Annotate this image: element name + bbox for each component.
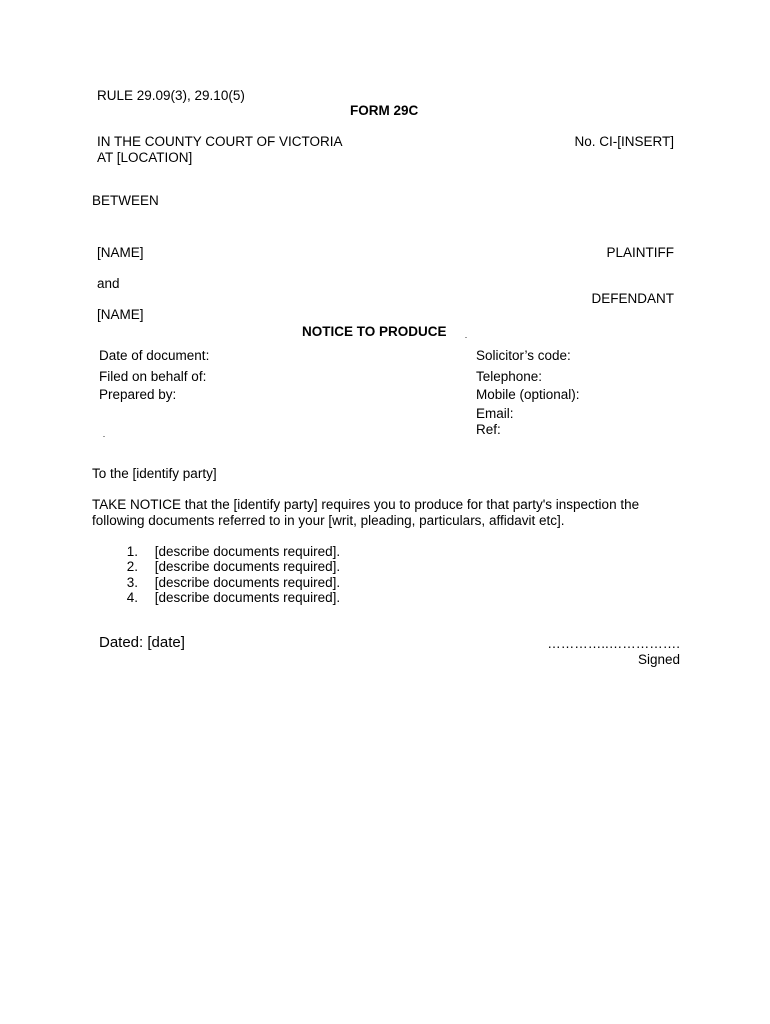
- between-label: BETWEEN: [92, 193, 159, 208]
- signed-label: Signed: [637, 652, 680, 667]
- filed-on-behalf-label: Filed on behalf of:: [99, 369, 207, 384]
- email-label: Email:: [476, 406, 514, 421]
- ref-label: Ref:: [476, 422, 501, 437]
- mobile-label: Mobile (optional):: [476, 387, 580, 402]
- and-label: and: [97, 276, 120, 291]
- list-item-text: [describe documents required].: [154, 559, 341, 574]
- date-of-document-label: Date of document:: [99, 348, 210, 363]
- list-item-text: [describe documents required].: [154, 590, 341, 605]
- court-location: AT [LOCATION]: [97, 150, 193, 165]
- list-item: [113, 590, 340, 606]
- plaintiff-role: PLAINTIFF: [606, 245, 674, 260]
- case-number: No. CI-[INSERT]: [574, 134, 674, 149]
- list-item-text: [describe documents required].: [154, 575, 341, 590]
- rule-reference: RULE 29.09(3), 29.10(5): [97, 88, 245, 103]
- list-item-text: [describe documents required].: [154, 544, 341, 559]
- stray-mark: [103, 436, 105, 437]
- form-number: FORM 29C: [350, 103, 419, 118]
- addressee-line: To the [identify party]: [92, 466, 217, 481]
- list-item-number: 1.: [126, 544, 138, 559]
- telephone-label: Telephone:: [476, 369, 543, 384]
- notice-paragraph: TAKE NOTICE that the [identify party] requires you to produce for that party's inspection the following documents referred to in your [writ, pleading, particulars, affidavit etc].: [92, 497, 640, 528]
- stray-mark: [465, 337, 467, 338]
- list-item: [113, 559, 340, 575]
- list-item-number: 2.: [126, 559, 138, 574]
- list-item-number: 4.: [126, 590, 138, 605]
- prepared-by-label: Prepared by:: [99, 387, 177, 402]
- defendant-role: DEFENDANT: [591, 291, 674, 306]
- dated-line: Dated: [date]: [99, 634, 185, 651]
- list-item: [113, 544, 340, 560]
- list-item-number: 3.: [126, 575, 138, 590]
- document-title: NOTICE TO PRODUCE: [302, 324, 447, 339]
- plaintiff-name: [NAME]: [97, 245, 144, 260]
- defendant-name: [NAME]: [97, 307, 144, 322]
- list-item: [113, 575, 340, 591]
- signature-line: …………..…………….: [547, 636, 680, 651]
- solicitors-code-label: Solicitor’s code:: [476, 348, 571, 363]
- court-name: IN THE COUNTY COURT OF VICTORIA: [97, 134, 343, 149]
